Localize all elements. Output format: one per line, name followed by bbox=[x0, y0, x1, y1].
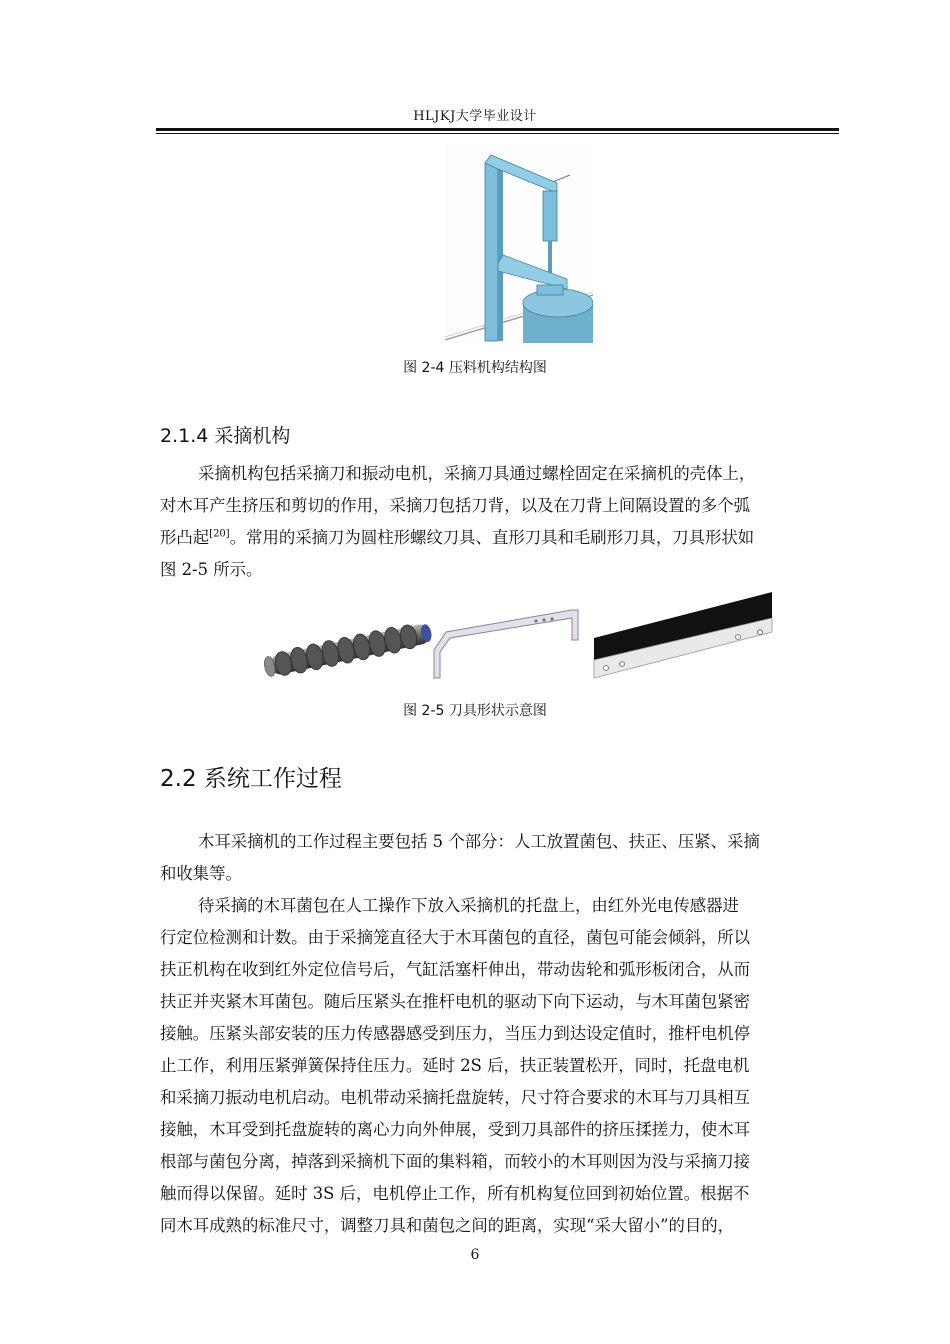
section-2-1-4-paragraph bbox=[160, 458, 838, 586]
text-line: 扶正机构在收到红外定位信号后，气缸活塞杆伸出，带动齿轮和弧形板闭合，从而 bbox=[160, 960, 751, 979]
text-line: 对木耳产生挤压和剪切的作用，采摘刀包括刀背，以及在刀背上间隔设置的多个弧 bbox=[160, 496, 751, 515]
section-2-2-paragraph-2 bbox=[160, 890, 838, 1242]
text-line: 图 2-5 所示。 bbox=[160, 560, 263, 579]
text-line: 待采摘的木耳菌包在人工操作下放入采摘机的托盘上，由红外光电传感器进 bbox=[198, 896, 739, 915]
text-line: 行定位检测和计数。由于采摘笼直径大于木耳菌包的直径，菌包可能会倾斜，所以 bbox=[160, 928, 751, 947]
text-line: 根部与菌包分离，掉落到采摘机下面的集料箱，而较小的木耳则因为没与采摘刀接 bbox=[160, 1152, 751, 1171]
page-number: 6 bbox=[470, 1247, 480, 1263]
text-line: 触而得以保留。延时 3S 后，电机停止工作，所有机构复位回到初始位置。根据不 bbox=[160, 1184, 750, 1203]
text-fragment: 形凸起 bbox=[160, 528, 210, 547]
brush-tool bbox=[594, 592, 772, 678]
section-2-2-heading: 2.2 系统工作过程 bbox=[160, 766, 342, 792]
text-line: 接触，木耳受到托盘旋转的离心力向外伸展，受到刀具部件的挤压揉搓力，使木耳 bbox=[160, 1120, 751, 1139]
screw-tool bbox=[262, 619, 434, 680]
figure-2-4-caption: 图 2-4 压料机构结构图 bbox=[403, 360, 547, 376]
text-line: 和收集等。 bbox=[160, 864, 242, 883]
citation-ref: [20] bbox=[209, 528, 230, 540]
page-header: HLJKJ大学毕业设计 bbox=[413, 109, 537, 124]
straight-tool bbox=[434, 610, 578, 678]
pressing-mechanism-figure bbox=[445, 145, 593, 343]
section-2-2-paragraph-1 bbox=[160, 826, 838, 890]
text-fragment: 。常用的采摘刀为圆柱形螺纹刀具、直形刀具和毛刷形刀具，刀具形状如 bbox=[229, 528, 755, 547]
text-line bbox=[160, 522, 838, 554]
text-line: 接触。压紧头部安装的压力传感器感受到压力，当压力到达设定值时，推杆电机停 bbox=[160, 1024, 751, 1043]
header-rule-thick bbox=[156, 128, 839, 131]
text-line: 同木耳成熟的标准尺寸，调整刀具和菌包之间的距离，实现“采大留小”的目的， bbox=[160, 1216, 735, 1235]
text-line: 和采摘刀振动电机启动。电机带动采摘托盘旋转，尺寸符合要求的木耳与刀具相互 bbox=[160, 1088, 751, 1107]
tool-shapes-figure bbox=[262, 588, 778, 684]
text-line: 采摘机构包括采摘刀和振动电机，采摘刀具通过螺栓固定在采摘机的壳体上， bbox=[198, 464, 756, 483]
figure-2-5-caption: 图 2-5 刀具形状示意图 bbox=[403, 703, 547, 719]
text-line: 扶正并夹紧木耳菌包。随后压紧头在推杆电机的驱动下向下运动，与木耳菌包紧密 bbox=[160, 992, 751, 1011]
text-line: 木耳采摘机的工作过程主要包括 5 个部分：人工放置菌包、扶正、压紧、采摘 bbox=[198, 832, 760, 851]
header-rule-thin bbox=[156, 133, 839, 134]
text-line: 止工作，利用压紧弹簧保持住压力。延时 2S 后，扶正装置松开，同时，托盘电机 bbox=[160, 1056, 750, 1075]
section-2-1-4-heading: 2.1.4 采摘机构 bbox=[160, 425, 291, 447]
